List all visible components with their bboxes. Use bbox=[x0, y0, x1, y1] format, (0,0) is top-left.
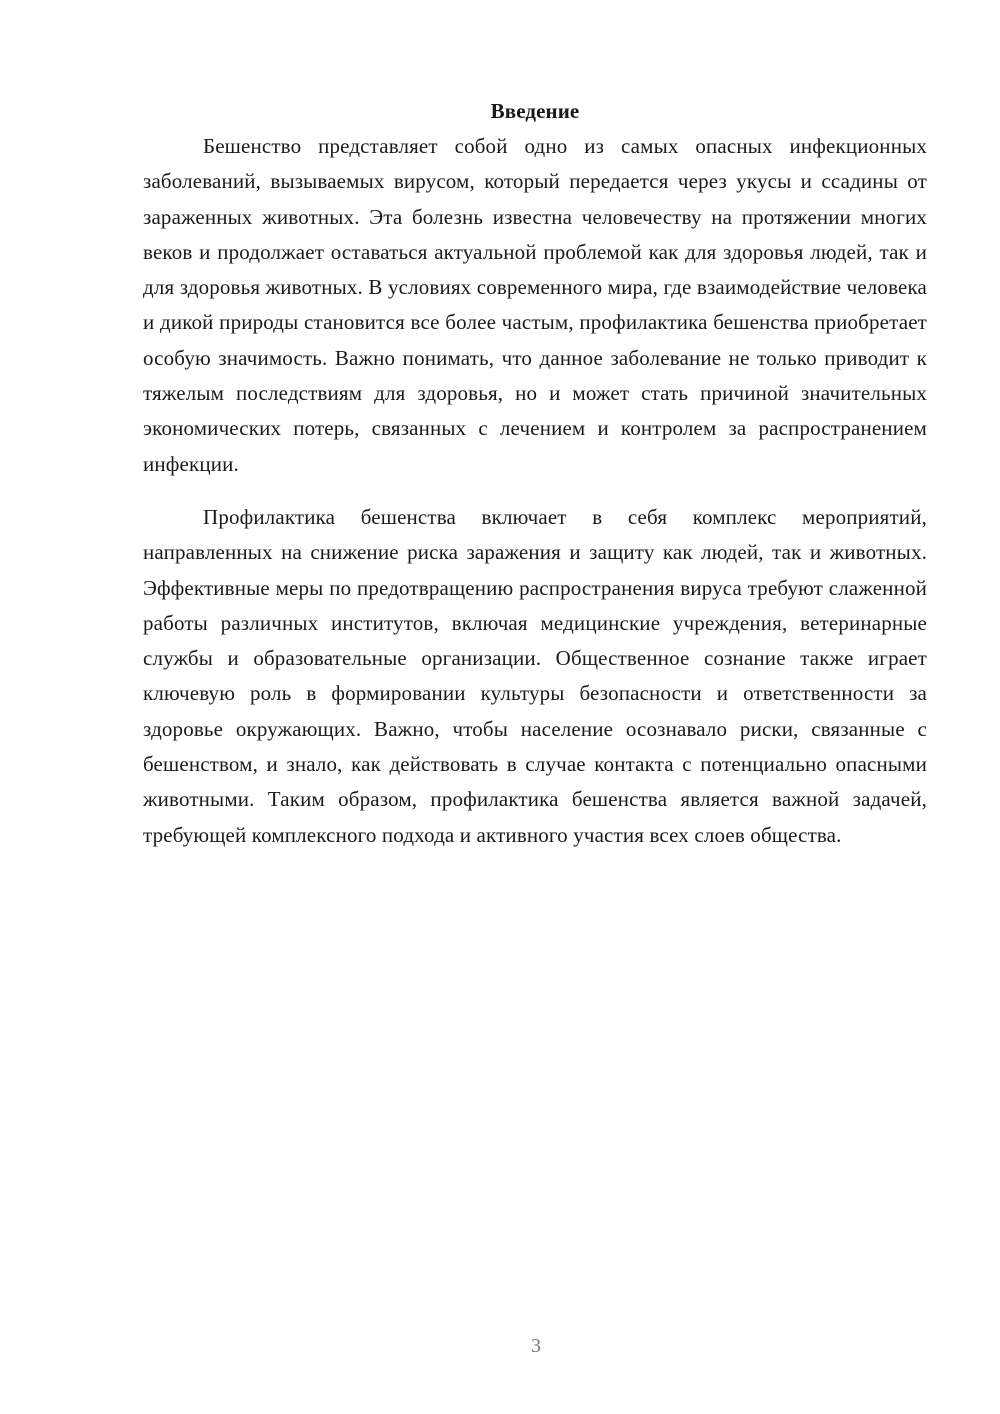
section-heading: Введение bbox=[490, 99, 580, 123]
paragraph-1: Бешенство представляет собой одно из самых опасных инфекционных заболеваний, вызываемых вирусом, который передается через укусы и ссадины от зараженных животных. Эта болезнь известна человечеству на протяжении многих веков и продолжает оставаться актуальной проблемой как для здоровья людей, так и для здоровья животных. В условиях современного мира, где взаимодействие человека и дикой природы становится все более частым, профилактика бешенства приобретает особую значимость. Важно понимать, что данное заболевание не только приводит к тяжелым последствиям для здоровья, но и может стать причиной значительных экономических потерь, связанных с лечением и контролем за распространением инфекции. bbox=[143, 134, 927, 476]
page-content bbox=[143, 94, 927, 853]
page-number: 3 bbox=[531, 1335, 541, 1357]
paragraph-2: Профилактика бешенства включает в себя комплекс мероприятий, направленных на снижение риска заражения и защиту как людей, так и животных. Эффективные меры по предотвращению распространения вируса требуют слаженной работы различных институтов, включая медицинские учреждения, ветеринарные службы и образовательные организации. Общественное сознание также играет ключевую роль в формировании культуры безопасности и ответственности за здоровье окружающих. Важно, чтобы население осознавало риски, связанные с бешенством, и знало, как действовать в случае контакта с потенциально опасными животными. Таким образом, профилактика бешенства является важной задачей, требующей комплексного подхода и активного участия всех слоев общества. bbox=[143, 504, 927, 847]
